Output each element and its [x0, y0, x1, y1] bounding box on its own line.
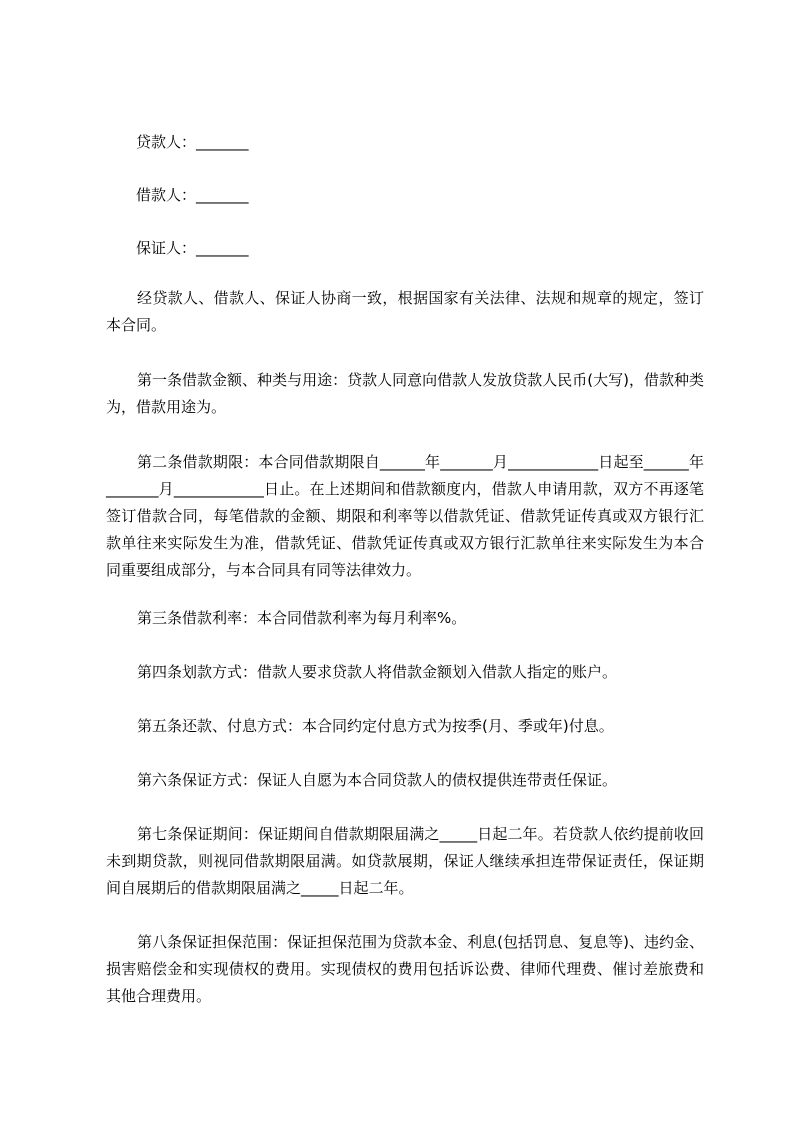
- borrower-line: 借款人：_______: [136, 186, 249, 204]
- intro-paragraph: 经贷款人、借款人、保证人协商一致，根据国家有关法律、法规和规章的规定，签订本合同。: [106, 289, 704, 334]
- article-4: 第四条划款方式：借款人要求贷款人将借款金额划入借款人指定的账户。: [137, 663, 618, 681]
- guarantor-line: 保证人：_______: [136, 239, 249, 257]
- article-1: 第一条借款金额、种类与用途：贷款人同意向借款人发放贷款人民币(大写)，借款种类为，借款用途为。: [106, 371, 704, 416]
- article-7: 第七条保证期间：保证期间自借款期限届满之_____日起二年。若贷款人依约提前收回未到期贷款，则视同借款期限届满。如贷款展期，保证人继续承担连带保证责任，保证期间自展期后的借款期限届满之_____日起二年。: [106, 825, 704, 897]
- article-8: 第八条保证担保范围：保证担保范围为贷款本金、利息(包括罚息、复息等)、违约金、损害赔偿金和实现债权的费用。实现债权的费用包括诉讼费、律师代理费、催讨差旅费和其他合理费用。: [106, 933, 704, 1005]
- article-5: 第五条还款、付息方式：本合同约定付息方式为按季(月、季或年)付息。: [137, 717, 614, 735]
- article-6: 第六条保证方式：保证人自愿为本合同贷款人的债权提供连带责任保证。: [137, 771, 618, 789]
- lender-line: 贷款人：_______: [136, 133, 249, 151]
- article-2: 第二条借款期限：本合同借款期限自______年_______月____________日起至______年_______月____________日止。在上述期间和借款额度内，借款人申请用款，双方不再逐笔签订借款合同，每笔借款的金额、期限和利率等以借款凭证、借款凭证传真或双方银行汇款单往来实际发生为准，借款凭证、借款凭证传真或双方银行汇款单往来实际发生为本合同重要组成部分，与本合同具有同等法律效力。: [106, 453, 704, 579]
- article-3: 第三条借款利率：本合同借款利率为每月利率%。: [137, 609, 467, 627]
